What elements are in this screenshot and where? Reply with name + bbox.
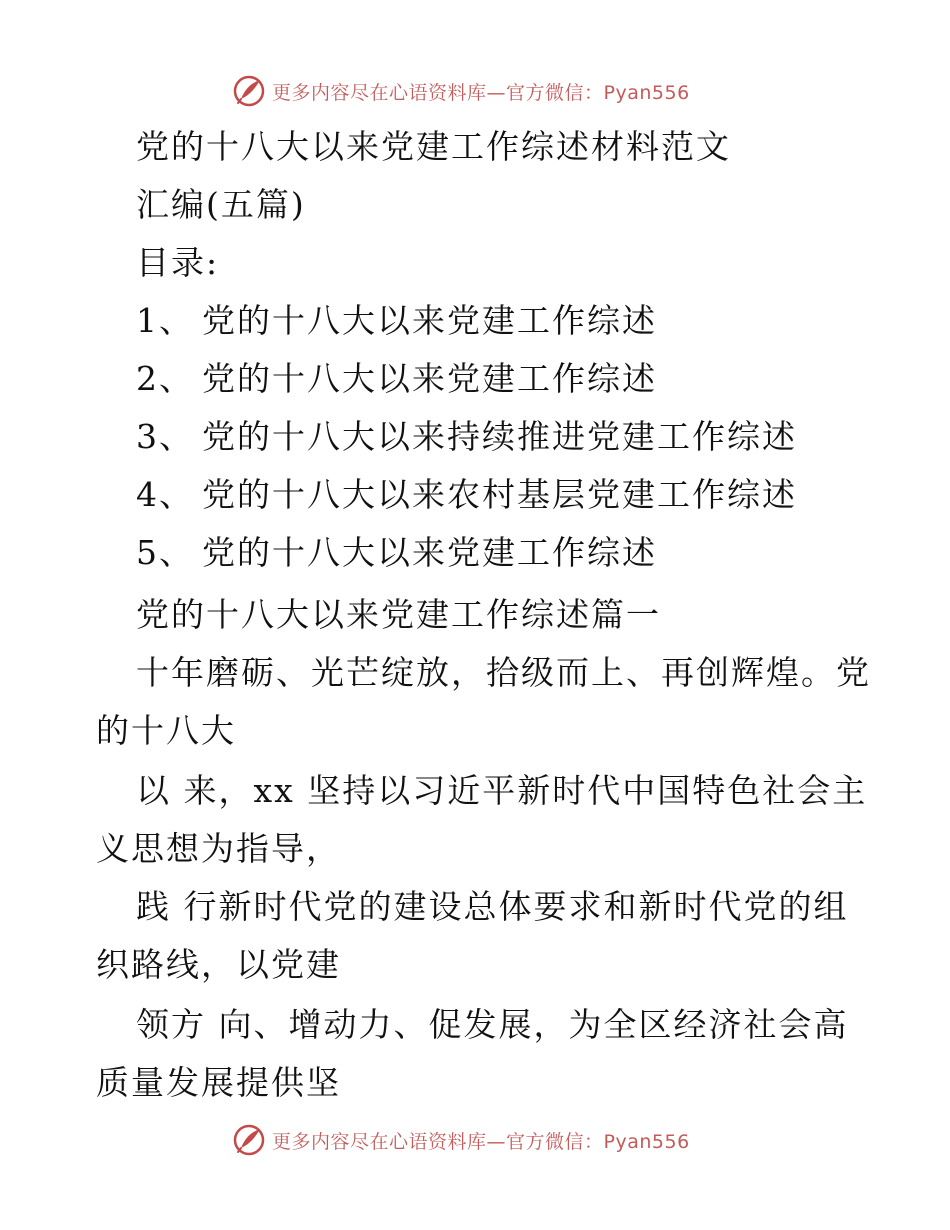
toc-item-number: 1、 xyxy=(136,301,194,340)
body-line: 践 行新时代党的建设总体要求和新时代党的组 xyxy=(136,887,849,926)
toc-item xyxy=(136,301,657,341)
toc-item-number: 2、 xyxy=(136,359,194,398)
feather-pen-logo-icon xyxy=(232,74,266,108)
toc-label: 目录: xyxy=(136,243,220,282)
body-line: 领方 向、增动力、促发展，为全区经济社会高 xyxy=(136,1005,849,1044)
watermark-text: 更多内容尽在心语资料库—官方微信：Pyan556 xyxy=(272,1130,690,1153)
toc-item-number: 4、 xyxy=(136,475,194,514)
feather-pen-logo-icon xyxy=(232,1123,266,1157)
document-title-line-1: 党的十八大以来党建工作综述材料范文 xyxy=(136,127,731,166)
watermark-text: 更多内容尽在心语资料库—官方微信：Pyan556 xyxy=(272,81,690,104)
body-line: 的十八大 xyxy=(96,711,236,750)
toc-item-text: 党的十八大以来党建工作综述 xyxy=(202,301,657,340)
footer-watermark xyxy=(232,1120,690,1160)
toc-item-text: 党的十八大以来党建工作综述 xyxy=(202,533,657,572)
toc-item xyxy=(136,533,657,573)
section-title: 党的十八大以来党建工作综述篇一 xyxy=(136,595,661,634)
toc-item-number: 3、 xyxy=(136,417,194,456)
toc-item xyxy=(136,475,797,515)
toc-item-text: 党的十八大以来持续推进党建工作综述 xyxy=(202,417,797,456)
toc-item xyxy=(136,417,797,457)
toc-item-text: 党的十八大以来农村基层党建工作综述 xyxy=(202,475,797,514)
header-watermark xyxy=(232,71,690,111)
body-line: 织路线，以党建 xyxy=(96,945,341,984)
document-title-line-2: 汇编(五篇) xyxy=(136,185,306,224)
body-line: 十年磨砺、光芒绽放，拾级而上、再创辉煌。党 xyxy=(136,653,871,692)
body-line: 以 来，xx 坚持以习近平新时代中国特色社会主 xyxy=(136,771,868,810)
body-line: 义思想为指导， xyxy=(96,829,341,868)
body-line: 质量发展提供坚 xyxy=(96,1063,341,1102)
toc-item xyxy=(136,359,657,399)
toc-item-text: 党的十八大以来党建工作综述 xyxy=(202,359,657,398)
toc-item-number: 5、 xyxy=(136,533,194,572)
